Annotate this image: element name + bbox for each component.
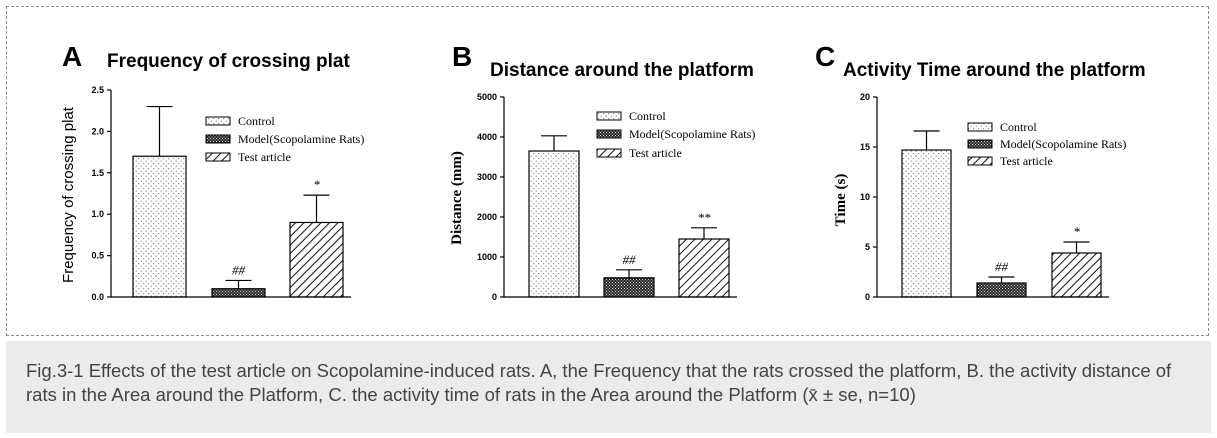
panel-letter-c: C — [815, 41, 836, 72]
chart-title-b: Distance around the platform — [490, 60, 754, 81]
panel-letter-a: A — [62, 41, 83, 72]
significance-label-2: ## — [622, 251, 636, 267]
y-tick-label: 1.0 — [91, 209, 104, 220]
y-tick-label: 2.0 — [91, 126, 104, 137]
significance-label-3: * — [313, 177, 320, 193]
legend-swatch-1 — [968, 123, 992, 131]
legend-swatch-3 — [597, 149, 621, 157]
legend-label-2: Model(Scopolamine Rats) — [238, 132, 365, 146]
y-tick-label: 15 — [859, 142, 870, 152]
y-tick-label: 2000 — [476, 212, 497, 222]
bar-1 — [902, 150, 951, 297]
legend-swatch-2 — [206, 135, 230, 143]
significance-label-2: ## — [995, 259, 1008, 274]
legend-swatch-3 — [968, 157, 992, 165]
bar-3 — [290, 222, 343, 297]
legend-label-1: Control — [238, 114, 275, 128]
y-tick-label: 1000 — [476, 252, 497, 262]
legend-swatch-1 — [206, 117, 230, 125]
bar-2 — [977, 283, 1026, 297]
bar-2 — [212, 289, 265, 297]
y-tick-label: 0.0 — [91, 292, 104, 302]
caption-box — [6, 341, 1211, 433]
legend-swatch-2 — [597, 130, 621, 138]
bar-3 — [679, 239, 729, 297]
legend-label-3: Test article — [238, 150, 291, 164]
legend-label-3: Test article — [629, 146, 682, 160]
legend-label-1: Control — [629, 109, 666, 123]
significance-label-3: * — [1073, 224, 1080, 239]
legend-label-1: Control — [1000, 120, 1037, 134]
y-tick-label: 20 — [859, 92, 870, 102]
y-tick-label: 5000 — [476, 92, 497, 102]
y-axis-label-b: Distance (mm) — [449, 151, 465, 245]
y-tick-label: 5 — [864, 242, 870, 252]
chart-panel-a — [60, 41, 364, 302]
significance-label-2: ## — [232, 262, 245, 278]
legend-a — [206, 114, 364, 164]
legend-swatch-2 — [968, 140, 992, 148]
y-tick-label: 0 — [864, 292, 870, 302]
chart-title-c: Activity Time around the platform — [843, 60, 1146, 81]
y-tick-label: 2.5 — [91, 85, 104, 95]
legend-c — [968, 120, 1126, 168]
y-axis-label-c: Time (s) — [833, 173, 849, 227]
bar-2 — [604, 278, 654, 297]
legend-label-3: Test article — [1000, 154, 1053, 168]
significance-label-3: ** — [697, 209, 711, 225]
legend-label-2: Model(Scopolamine Rats) — [629, 127, 756, 141]
figure-caption: Fig.3-1 Effects of the test article on Scopolamine-induced rats. A, the Frequency that the rats crossed the platform, B. the activity distance of rats in the Area around the Platform, C. the activity time of rats in the Area around the Platform (x̄ ± se, n=10) — [26, 360, 1172, 405]
y-tick-label: 4000 — [476, 132, 497, 142]
chart-panel-b — [449, 41, 755, 302]
y-tick-label: 1.5 — [91, 167, 104, 178]
legend-b — [597, 109, 755, 160]
legend-swatch-1 — [597, 112, 621, 120]
y-tick-label: 3000 — [476, 172, 497, 182]
bar-1 — [133, 156, 186, 297]
bar-3 — [1052, 253, 1101, 297]
y-tick-label: 10 — [859, 192, 870, 202]
bar-1 — [529, 151, 579, 297]
y-tick-label: 0.5 — [91, 250, 104, 261]
y-axis-label-a: Frequency of crossing plat — [60, 107, 77, 283]
chart-title-a: Frequency of crossing plat — [107, 51, 350, 72]
y-tick-label: 0 — [491, 292, 497, 302]
legend-swatch-3 — [206, 153, 230, 161]
chart-panel-c — [815, 41, 1146, 302]
legend-label-2: Model(Scopolamine Rats) — [1000, 137, 1127, 151]
panel-letter-b: B — [452, 41, 473, 72]
